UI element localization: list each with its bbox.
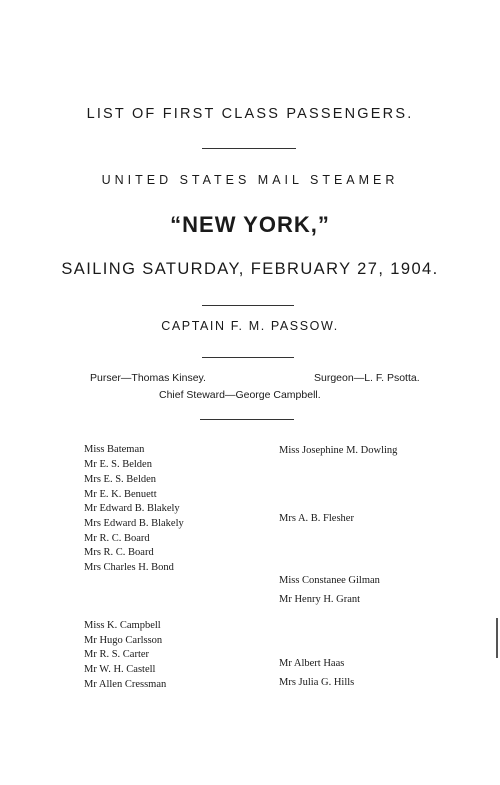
- chief-steward: Chief Steward—George Campbell.: [159, 389, 321, 401]
- ship-descriptor: UNITED STATES MAIL STEAMER: [101, 173, 399, 187]
- divider: [200, 419, 294, 420]
- list-item: Mr Hugo Carlsson: [84, 635, 163, 646]
- list-item: Mr Henry H. Grant: [279, 594, 361, 605]
- divider: [202, 148, 296, 149]
- list-item: Mr Allen Cressman: [84, 679, 167, 690]
- ship-name: “NEW YORK,”: [170, 212, 330, 237]
- list-item: Mr Albert Haas: [279, 658, 345, 669]
- captain-name: CAPTAIN F. M. PASSOW.: [161, 319, 339, 333]
- list-heading: LIST OF FIRST CLASS PASSENGERS.: [86, 106, 414, 122]
- list-item: Mr E. K. Benuett: [84, 489, 157, 500]
- surgeon: Surgeon—L. F. Psotta.: [314, 372, 420, 384]
- list-item: Miss Josephine M. Dowling: [279, 445, 398, 456]
- list-item: Mrs Charles H. Bond: [84, 562, 174, 573]
- list-item: Mrs A. B. Flesher: [279, 513, 354, 524]
- purser: Purser—Thomas Kinsey.: [90, 372, 206, 384]
- list-item: Mrs Edward B. Blakely: [84, 518, 184, 529]
- list-item: Mrs R. C. Board: [84, 547, 154, 558]
- list-item: Mr E. S. Belden: [84, 459, 152, 470]
- list-item: Mr R. C. Board: [84, 533, 150, 544]
- list-item: Mr W. H. Castell: [84, 664, 156, 675]
- divider: [202, 357, 294, 358]
- sailing-date: SAILING SATURDAY, FEBRUARY 27, 1904.: [61, 260, 439, 278]
- list-item: Mr Edward B. Blakely: [84, 503, 180, 514]
- list-item: Miss Bateman: [84, 444, 145, 455]
- scan-edge-mark: [496, 618, 498, 658]
- list-item: Mr R. S. Carter: [84, 649, 150, 660]
- list-item: Mrs Julia G. Hills: [279, 677, 355, 688]
- list-item: Miss K. Campbell: [84, 620, 161, 631]
- list-item: Mrs E. S. Belden: [84, 474, 157, 485]
- list-item: Miss Constanee Gilman: [279, 575, 380, 586]
- divider: [202, 305, 294, 306]
